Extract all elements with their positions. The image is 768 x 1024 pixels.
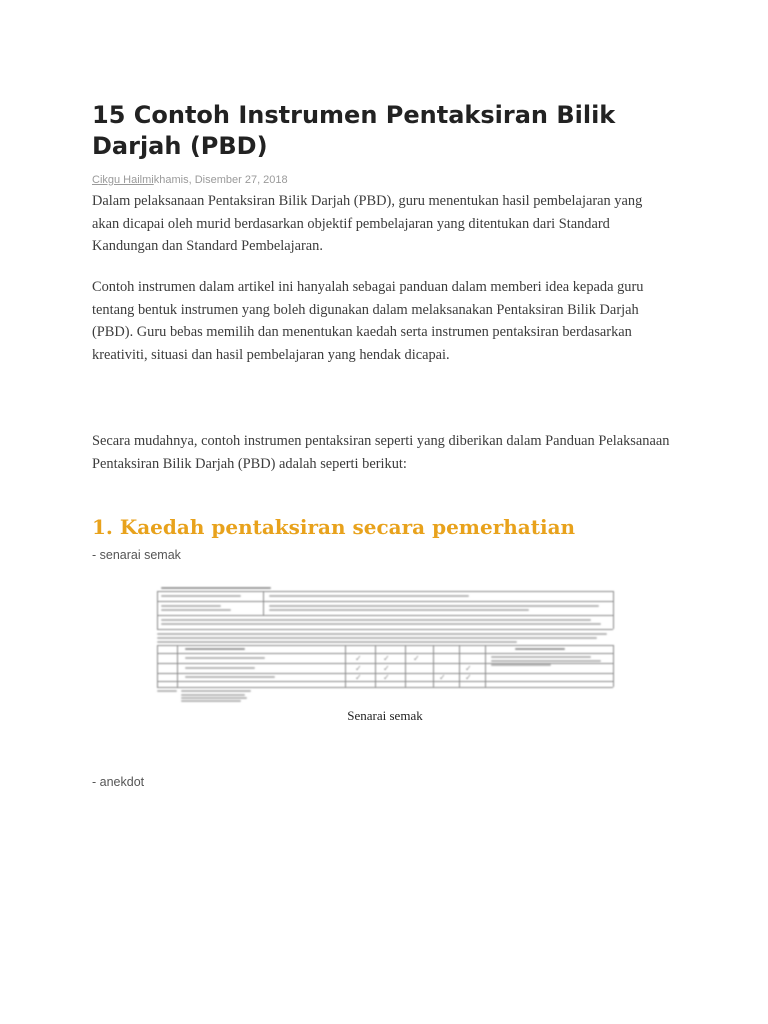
figure-caption: Senarai semak	[347, 708, 423, 723]
post-date: khamis, Disember 27, 2018	[153, 174, 288, 186]
paragraph-summary: Secara mudahnya, contoh instrumen pentaksiran seperti yang diberikan dalam Panduan Pelaksanaan Pentaksiran Bilik Darjah (PBD) adalah seperti berikut:	[92, 433, 670, 472]
list-item-anekdot: - anekdot	[92, 775, 145, 789]
checklist-table-image	[155, 585, 615, 703]
checklist-table-graphic: ✓ ✓ ✓ ✓ ✓ ✓ ✓ ✓ ✓ ✓	[155, 585, 615, 703]
article-meta	[92, 174, 288, 186]
author-link[interactable]: Cikgu Hailmi	[92, 174, 154, 186]
article-title: 15 Contoh Instrumen Pentaksiran Bilik Darjah (PBD)	[92, 101, 616, 160]
section-heading-observation: 1. Kaedah pentaksiran secara pemerhatian	[92, 515, 576, 539]
list-item-senarai-semak: - senarai semak	[92, 548, 181, 562]
paragraph-guidance: Contoh instrumen dalam artikel ini hanyalah sebagai panduan dalam memberi idea kepada guru tentang bentuk instrumen yang boleh digunakan dalam melaksanakan Pentaksiran Bilik Darjah (PBD). Guru bebas memilih dan menentukan kaedah serta instrumen pentaksiran berdasarkan kreativiti, situasi dan hasil pembelajaran yang hendak dicapai.	[92, 279, 644, 363]
paragraph-intro: Dalam pelaksanaan Pentaksiran Bilik Darjah (PBD), guru menentukan hasil pembelajaran yang akan dicapai oleh murid berdasarkan objektif pembelajaran yang ditentukan dari Standard Kandungan dan Standard Pembelajaran.	[92, 193, 643, 254]
